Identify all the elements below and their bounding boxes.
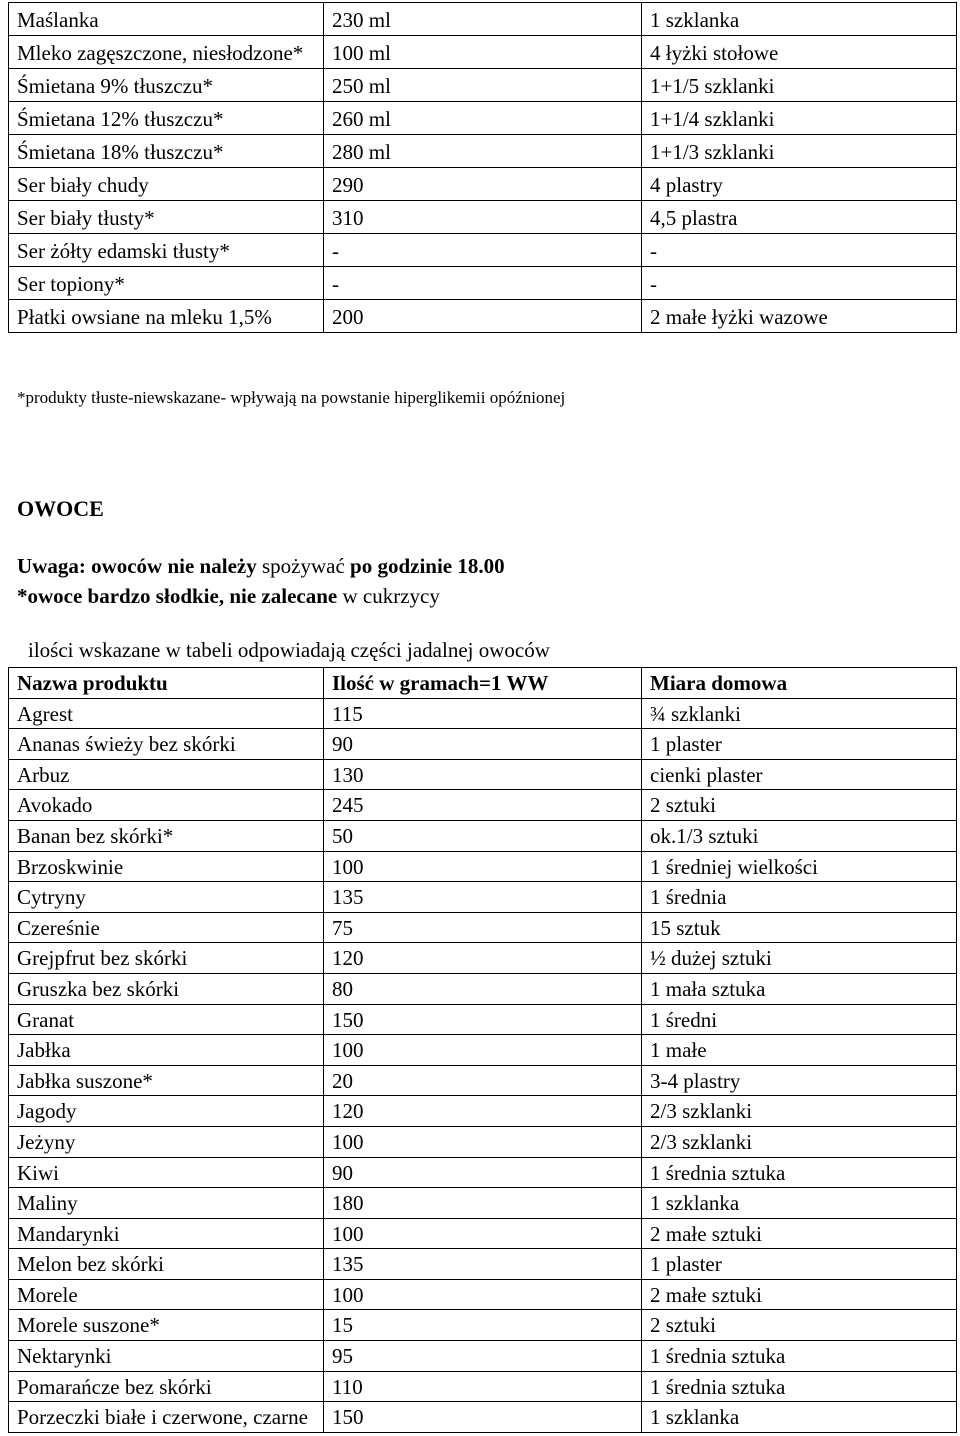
product-cell: Śmietana 9% tłuszczu* <box>9 69 324 102</box>
grams-cell: 100 <box>324 1279 642 1310</box>
grams-cell: 15 <box>324 1310 642 1341</box>
grams-cell: 120 <box>324 1096 642 1127</box>
product-cell: Ser topiony* <box>9 267 324 300</box>
product-cell: Ser żółty edamski tłusty* <box>9 234 324 267</box>
grams-cell: 100 <box>324 1126 642 1157</box>
table-row <box>9 1004 957 1035</box>
table-row <box>9 1035 957 1066</box>
measure-cell: 1+1/5 szklanki <box>642 69 957 102</box>
grams-cell: 80 <box>324 973 642 1004</box>
measure-cell: 2/3 szklanki <box>642 1096 957 1127</box>
product-cell: Porzeczki białe i czerwone, czarne <box>9 1402 324 1433</box>
table-row <box>9 1341 957 1372</box>
warning-part-bold: Uwaga: owoców nie należy <box>17 554 257 578</box>
product-cell: Jabłka <box>9 1035 324 1066</box>
grams-cell: 90 <box>324 1157 642 1188</box>
measure-cell: 2 małe sztuki <box>642 1218 957 1249</box>
amount-cell: 250 ml <box>324 69 642 102</box>
product-cell: Brzoskwinie <box>9 851 324 882</box>
table-row <box>9 201 957 234</box>
sweet-fruit-warning <box>17 584 440 609</box>
measure-cell: 1 plaster <box>642 729 957 760</box>
table-row <box>9 1096 957 1127</box>
measure-cell: 1 średni <box>642 1004 957 1035</box>
amount-cell: 290 <box>324 168 642 201</box>
amount-cell: - <box>324 234 642 267</box>
measure-cell: - <box>642 267 957 300</box>
measure-cell: 1 średnia sztuka <box>642 1341 957 1372</box>
grams-cell: 120 <box>324 943 642 974</box>
evening-warning <box>17 554 505 579</box>
table-row <box>9 102 957 135</box>
table-row <box>9 973 957 1004</box>
grams-cell: 100 <box>324 851 642 882</box>
grams-cell: 150 <box>324 1004 642 1035</box>
measure-cell: 1 średnia <box>642 882 957 913</box>
measure-cell: 1 szklanka <box>642 1188 957 1219</box>
product-cell: Płatki owsiane na mleku 1,5% <box>9 300 324 333</box>
product-cell: Mleko zagęszczone, niesłodzone* <box>9 36 324 69</box>
measure-cell: 2 małe łyżki wazowe <box>642 300 957 333</box>
warning-part-bold-time: po godzinie 18.00 <box>350 554 505 578</box>
product-cell: Gruszka bez skórki <box>9 973 324 1004</box>
table-row <box>9 135 957 168</box>
table-row <box>9 729 957 760</box>
grams-cell: 150 <box>324 1402 642 1433</box>
table-row <box>9 759 957 790</box>
measure-cell: 1 szklanka <box>642 3 957 36</box>
product-cell: Banan bez skórki* <box>9 820 324 851</box>
product-cell: Morele suszone* <box>9 1310 324 1341</box>
measure-cell: 4 łyżki stołowe <box>642 36 957 69</box>
grams-cell: 180 <box>324 1188 642 1219</box>
amount-cell: 310 <box>324 201 642 234</box>
grams-cell: 20 <box>324 1065 642 1096</box>
warning-part-normal: spożywać <box>256 554 351 578</box>
table-row <box>9 300 957 333</box>
product-cell: Czereśnie <box>9 912 324 943</box>
measure-cell: ¾ szklanki <box>642 698 957 729</box>
product-cell: Jabłka suszone* <box>9 1065 324 1096</box>
amount-cell: 260 ml <box>324 102 642 135</box>
table-row <box>9 882 957 913</box>
table-row <box>9 1157 957 1188</box>
grams-cell: 100 <box>324 1035 642 1066</box>
table-row <box>9 1249 957 1280</box>
product-cell: Mandarynki <box>9 1218 324 1249</box>
table-row <box>9 698 957 729</box>
table-row <box>9 851 957 882</box>
grams-cell: 135 <box>324 1249 642 1280</box>
amount-cell: 280 ml <box>324 135 642 168</box>
product-cell: Nektarynki <box>9 1341 324 1372</box>
grams-cell: 130 <box>324 759 642 790</box>
measure-cell: ok.1/3 sztuki <box>642 820 957 851</box>
product-cell: Śmietana 12% tłuszczu* <box>9 102 324 135</box>
product-cell: Ser biały tłusty* <box>9 201 324 234</box>
amount-cell: - <box>324 267 642 300</box>
product-cell: Morele <box>9 1279 324 1310</box>
grams-cell: 115 <box>324 698 642 729</box>
product-cell: Maślanka <box>9 3 324 36</box>
product-cell: Jeżyny <box>9 1126 324 1157</box>
product-cell: Pomarańcze bez skórki <box>9 1371 324 1402</box>
measure-cell: ½ dużej sztuki <box>642 943 957 974</box>
table-row <box>9 1126 957 1157</box>
measure-cell: 1 szklanka <box>642 1402 957 1433</box>
table-row <box>9 69 957 102</box>
grams-cell: 135 <box>324 882 642 913</box>
grams-cell: 90 <box>324 729 642 760</box>
table-row <box>9 1065 957 1096</box>
amount-cell: 230 ml <box>324 3 642 36</box>
table-row <box>9 1188 957 1219</box>
measure-cell: 1 małe <box>642 1035 957 1066</box>
header-grams: Ilość w gramach=1 WW <box>324 668 642 699</box>
measure-cell: 1 mała sztuka <box>642 973 957 1004</box>
grams-cell: 95 <box>324 1341 642 1372</box>
product-cell: Jagody <box>9 1096 324 1127</box>
measure-cell: 1+1/4 szklanki <box>642 102 957 135</box>
measure-cell: 2 małe sztuki <box>642 1279 957 1310</box>
table-row <box>9 1402 957 1433</box>
grams-cell: 75 <box>324 912 642 943</box>
measure-cell: - <box>642 234 957 267</box>
table-row <box>9 267 957 300</box>
measure-cell: 4 plastry <box>642 168 957 201</box>
measure-cell: 4,5 plastra <box>642 201 957 234</box>
section-title: OWOCE <box>17 496 104 521</box>
measure-cell: 1 średnia sztuka <box>642 1371 957 1402</box>
measure-cell: 1 średnia sztuka <box>642 1157 957 1188</box>
dairy-table <box>8 2 957 333</box>
table-row <box>9 1279 957 1310</box>
table-row <box>9 1310 957 1341</box>
table-row <box>9 3 957 36</box>
measure-cell: 2 sztuki <box>642 790 957 821</box>
table-row <box>9 790 957 821</box>
table-row <box>9 943 957 974</box>
measure-cell: 3-4 plastry <box>642 1065 957 1096</box>
table-intro: ilości wskazane w tabeli odpowiadają części jadalnej owoców <box>28 638 550 662</box>
fruit-table <box>8 667 957 1433</box>
product-cell: Grejpfrut bez skórki <box>9 943 324 974</box>
header-household-measure: Miara domowa <box>642 668 957 699</box>
table-row <box>9 1218 957 1249</box>
fat-products-note: *produkty tłuste-niewskazane- wpływają na powstanie hiperglikemii opóźnionej <box>17 388 566 407</box>
measure-cell: 1 plaster <box>642 1249 957 1280</box>
measure-cell: 1 średniej wielkości <box>642 851 957 882</box>
grams-cell: 110 <box>324 1371 642 1402</box>
table-row <box>9 168 957 201</box>
header-product-name: Nazwa produktu <box>9 668 324 699</box>
table-row <box>9 820 957 851</box>
product-cell: Arbuz <box>9 759 324 790</box>
product-cell: Kiwi <box>9 1157 324 1188</box>
product-cell: Melon bez skórki <box>9 1249 324 1280</box>
table-row <box>9 912 957 943</box>
product-cell: Ananas świeży bez skórki <box>9 729 324 760</box>
product-cell: Agrest <box>9 698 324 729</box>
product-cell: Maliny <box>9 1188 324 1219</box>
grams-cell: 245 <box>324 790 642 821</box>
sweet-warning-normal: w cukrzycy <box>337 584 440 608</box>
measure-cell: 15 sztuk <box>642 912 957 943</box>
product-cell: Śmietana 18% tłuszczu* <box>9 135 324 168</box>
table-row <box>9 36 957 69</box>
amount-cell: 200 <box>324 300 642 333</box>
product-cell: Cytryny <box>9 882 324 913</box>
measure-cell: 2 sztuki <box>642 1310 957 1341</box>
sweet-warning-bold: *owoce bardzo słodkie, nie zalecane <box>17 584 338 608</box>
fruit-table-header-row <box>9 668 957 699</box>
grams-cell: 100 <box>324 1218 642 1249</box>
product-cell: Granat <box>9 1004 324 1035</box>
measure-cell: cienki plaster <box>642 759 957 790</box>
measure-cell: 1+1/3 szklanki <box>642 135 957 168</box>
product-cell: Avokado <box>9 790 324 821</box>
measure-cell: 2/3 szklanki <box>642 1126 957 1157</box>
table-row <box>9 234 957 267</box>
grams-cell: 50 <box>324 820 642 851</box>
amount-cell: 100 ml <box>324 36 642 69</box>
table-row <box>9 1371 957 1402</box>
product-cell: Ser biały chudy <box>9 168 324 201</box>
